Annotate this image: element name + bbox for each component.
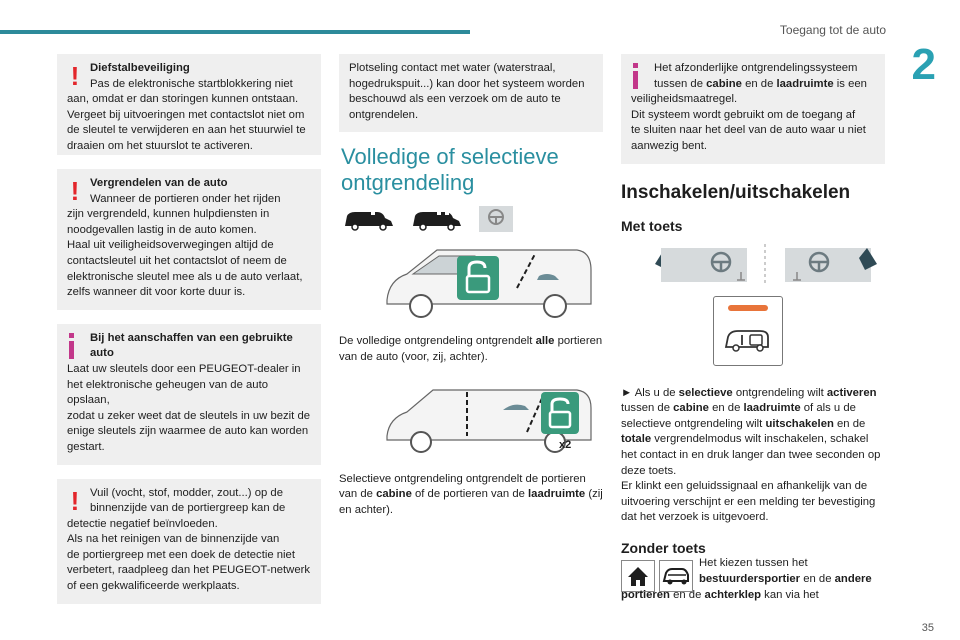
text-line: Vergeet bij uitvoeringen met contactslot niet om	[67, 108, 305, 121]
section-title: Toegang tot de auto	[779, 23, 886, 37]
text-line: verbetert, raadpleeg dan het PEUGEOT-netwerk	[67, 564, 311, 577]
text-line: Plotseling contact met water (waterstraal,	[349, 62, 556, 74]
text-line: Het kiezen tussen het	[699, 556, 808, 569]
text-line: de portiergreep met een doek de detectie niet	[67, 548, 295, 561]
heading-with-button: Met toets	[621, 217, 683, 234]
chapter-number: 2	[911, 40, 936, 89]
van-icon	[345, 210, 393, 230]
text-line: Haal uit veiligheidsoverwegingen altijd de	[67, 239, 274, 252]
warning-box-anti-theft	[57, 54, 321, 155]
text-run: De volledige ontgrendeling ontgrendelt	[339, 335, 536, 348]
heading-without-button: Zonder toets	[621, 539, 706, 556]
text-run: en achter).	[339, 503, 394, 516]
warning-icon: !	[70, 485, 80, 516]
van-icon	[413, 210, 461, 230]
led-indicator	[728, 305, 768, 311]
box-title: Bij het aanschaffen van een gebruikte	[90, 331, 293, 344]
box-title: Diefstalbeveiliging	[90, 62, 190, 74]
column-2	[339, 54, 603, 518]
text-bold: laadruimte	[528, 488, 586, 501]
text-line: aanwezig bent.	[631, 139, 707, 152]
text-line: beschouwd als een verzoek om de auto te	[349, 93, 561, 106]
text-line: te sluiten naar het deel van de auto waar u niet	[631, 124, 866, 137]
header-bar	[0, 30, 470, 34]
steering-wheel-icon	[479, 206, 513, 232]
text-line: tussen de cabine en de laadruimte is een	[654, 77, 867, 90]
without-button-row	[621, 556, 885, 608]
text-run: of de portieren van de	[411, 488, 529, 501]
text-line: draaien om het stuurslot te activeren.	[67, 139, 253, 152]
page-number: 35	[921, 622, 934, 634]
text-line: portieren en de achterklep kan via het	[621, 588, 819, 601]
paragraph-full-unlock	[339, 334, 603, 365]
text-line: zijn vergrendeld, kunnen hulpdiensten in	[67, 208, 270, 221]
warning-icon: !	[70, 61, 80, 91]
box-title: Vergrendelen van de auto	[90, 177, 228, 189]
text-line: de sleutel te verwijderen en aan het stuurwiel te	[67, 124, 306, 137]
text-line: elektronische sleutel mee als u de auto verlaat,	[67, 270, 303, 283]
paragraph-button-instructions: ► Als u de selectieve ontgrendeling wilt activeren tussen de cabine en de laadruimte of als u de selectieve ontgrendeling wilt uitschakelen en de totale vergrendelmodus wilt inschakelen, schakel het contact in en druk langer dan twee seconden op deze toets. Er klinkt een geluidssignaal en afhankelijk van de uitvoering verschijnt er een melding ter bevestiging dat het verzoek is uitgevoerd.	[621, 386, 881, 524]
car-icon	[660, 561, 692, 591]
text-line: of een gekwalificeerde werkplaats.	[67, 580, 240, 593]
text-line: aan, omdat er dan storingen kunnen ontstaan.	[67, 93, 299, 106]
section-heading-unlocking	[341, 144, 603, 196]
text-line: noodgevallen lastig in de auto komen.	[67, 223, 257, 236]
text-line: binnenzijde van de portiergreep kan de	[90, 502, 286, 515]
text-line: detectie negatief beïnvloeden.	[67, 517, 218, 530]
heading-line: ontgrendeling	[341, 170, 475, 196]
warning-box-dirt	[57, 479, 321, 604]
text-run: van de auto (voor, zij, achter).	[339, 350, 488, 363]
text-run: van de	[339, 488, 377, 501]
text-line: Pas de elektronische startblokkering niet	[90, 77, 293, 90]
text-line: Dit systeem wordt gebruikt om de toegang af	[631, 108, 856, 121]
text-line: Als na het reinigen van de binnenzijde van	[67, 533, 280, 546]
text-line: ontgrendelen.	[349, 108, 419, 121]
van-figure-selective-unlock	[377, 382, 607, 454]
text-line: enige sleutels zijn waarmee de auto kan worden	[67, 425, 309, 438]
water-contact-box	[339, 54, 603, 132]
heading-line: Volledige of selectieve	[341, 144, 559, 170]
text-line: hogedrukspuit...) kan door het systeem worden	[349, 77, 585, 90]
text-line: Wanneer de portieren onder het rijden	[90, 192, 281, 205]
info-icon	[633, 63, 638, 89]
column-1	[57, 54, 321, 612]
text-line: Het afzonderlijke ontgrendelingssysteem	[654, 62, 858, 74]
text-run: portieren	[554, 335, 603, 348]
text-bold: alle	[535, 335, 555, 348]
text-line: bestuurdersportier en de andere	[699, 572, 872, 585]
home-icon	[622, 561, 654, 591]
box-title: auto	[90, 347, 114, 360]
van-figure-full-unlock	[377, 240, 607, 322]
driver-cabin-diagram	[651, 244, 881, 286]
text-line: gestart.	[67, 440, 105, 453]
selective-unlock-button[interactable]	[713, 296, 783, 366]
text-line: Laat uw sleutels door een PEUGEOT-dealer in	[67, 362, 301, 375]
text-line: het elektronische geheugen van de auto opslaan,	[67, 378, 268, 407]
text-line: Vuil (vocht, stof, modder, zout...) op de	[90, 486, 283, 499]
column-3	[621, 54, 885, 608]
warning-box-locking	[57, 169, 321, 310]
van-icons-row	[341, 206, 541, 234]
text-line: zelfs wanneer dit voor korte duur is.	[67, 286, 246, 299]
paragraph-selective-unlock	[339, 472, 603, 519]
text-run: Selectieve ontgrendeling ontgrendelt de portieren	[339, 472, 586, 485]
text-line: zodat u zeker weet dat de sleutels in uw bezit de	[67, 409, 311, 422]
text-line: contactsleutel uit het contactslot of neem de	[67, 254, 287, 267]
info-box-separate-unlocking	[621, 54, 885, 164]
text-line: veiligheidsmaatregel.	[631, 93, 738, 106]
without-button-text	[699, 556, 872, 587]
text-bold: cabine	[376, 488, 412, 501]
warning-icon: !	[70, 176, 80, 206]
van-lock-icon	[724, 325, 772, 353]
info-box-used-car	[57, 324, 321, 465]
press-twice-label: x2	[559, 438, 572, 451]
info-icon	[69, 333, 74, 359]
heading-enable-disable: Inschakelen/uitschakelen	[621, 181, 851, 203]
text-run: (zij	[585, 488, 603, 501]
